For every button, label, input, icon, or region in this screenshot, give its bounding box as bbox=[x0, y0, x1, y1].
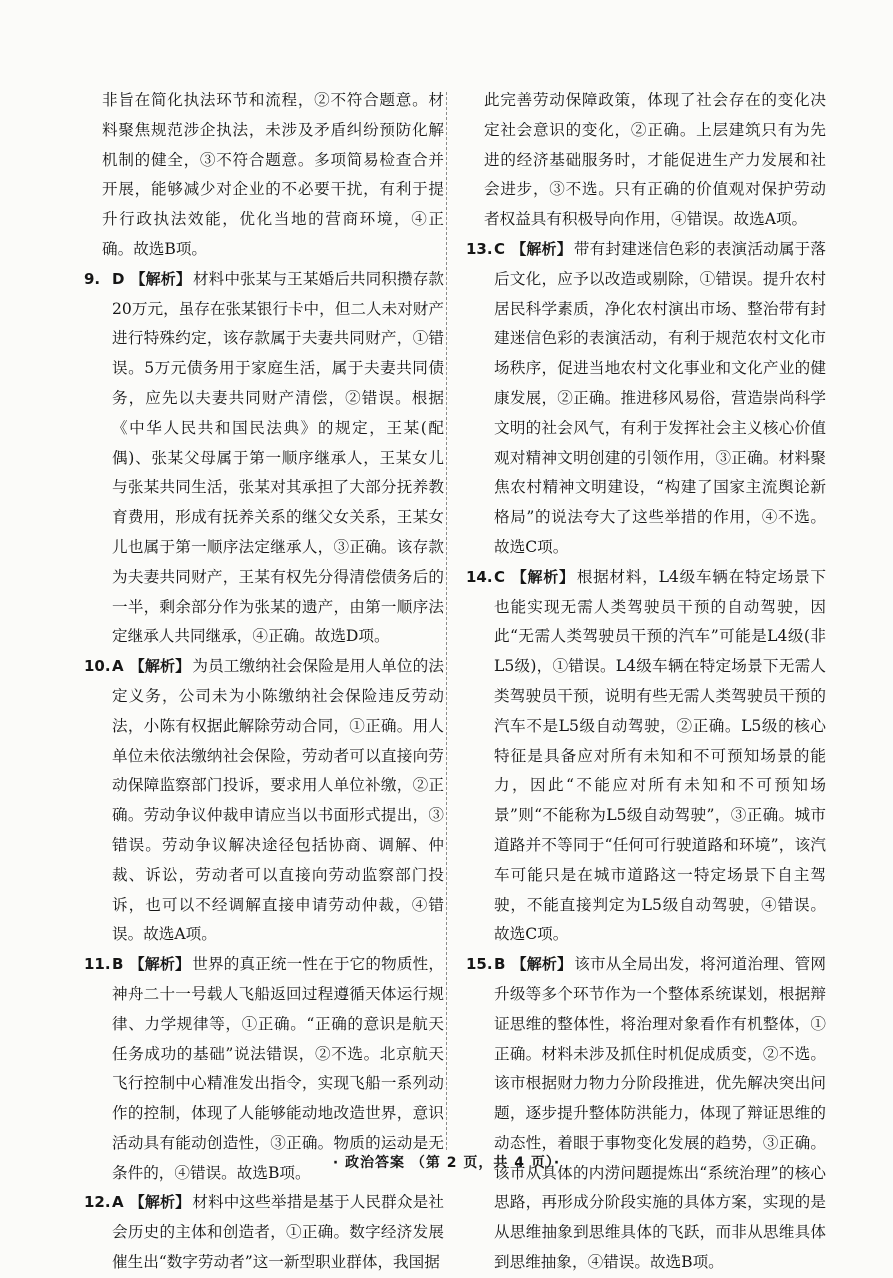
q9-number: 9. bbox=[84, 269, 101, 288]
q9-analysis-tag: 【解析】 bbox=[130, 269, 191, 288]
question-15 bbox=[466, 950, 826, 1278]
q15-text: 该市从全局出发，将河道治理、管网升级等多个环节作为一个整体系统谋划，根据辩证思维的整体性，将治理对象看作有机整体，①正确。材料未涉及抓住时机促成质变，②不选。该市根据财力物力分阶段推进，优先解决突出问题，逐步提升整体防洪能力，体现了辩证思维的动态性，着眼于事物变化发展的趋势，③正确。该市从具体的内涝问题提炼出“系统治理”的核心思路，再形成分阶段实施的具体方案，实现的是从思维抽象到思维具体的飞跃，而非从思维具体到思维抽象，④错误。故选B项。 bbox=[494, 955, 826, 1272]
question-14 bbox=[466, 563, 826, 950]
q14-number: 14. bbox=[466, 567, 493, 586]
q15-analysis-tag: 【解析】 bbox=[511, 955, 573, 974]
question-9 bbox=[84, 265, 444, 652]
q12-cont-text: 此完善劳动保障政策，体现了社会存在的变化决定社会意识的变化，②正确。上层建筑只有为先进的经济基础服务时，才能促进生产力发展和社会进步，③不选。只有正确的价值观对保护劳动者权益具有积极导向作用，④错误。故选A项。 bbox=[484, 91, 826, 229]
q12-text: 材料中这些举措是基于人民群众是社会历史的主体和创造者，①正确。数字经济发展催生出“数字劳动者”这一新型职业群体，我国据 bbox=[112, 1193, 444, 1272]
left-column bbox=[84, 86, 444, 1278]
question-8-continuation bbox=[84, 86, 444, 265]
right-column bbox=[466, 86, 826, 1278]
q12-analysis-tag: 【解析】 bbox=[129, 1193, 191, 1212]
q8-cont-text: 非旨在简化执法环节和流程，②不符合题意。材料聚焦规范涉企执法，未涉及矛盾纠纷预防化解机制的健全，③不符合题意。多项简易检查合并开展，能够减少对企业的不必要干扰，有利于提升行政执法效能，优化当地的营商环境，④正确。故选B项。 bbox=[102, 91, 444, 258]
q15-answer: B bbox=[494, 955, 506, 974]
q11-analysis-tag: 【解析】 bbox=[129, 955, 191, 974]
q9-text: 材料中张某与王某婚后共同积攒存款20万元，虽存在张某银行卡中，但二人未对财产进行特殊约定，该存款属于夫妻共同财产，①错误。5万元债务用于家庭生活，属于夫妻共同债务，应先以夫妻共同财产清偿，②错误。根据《中华人民共和国民法典》的规定，王某(配偶)、张某父母属于第一顺序继承人，王某女儿与张某共同生活，张某对其承担了大部分抚养教育费用，形成有抚养关系的继父女关系，王某女儿也属于第一顺序法定继承人，③正确。该存款为夫妻共同财产，王某有权先分得清偿债务后的一半，剩余部分作为张某的遗产，由第一顺序法定继承人共同继承，④正确。故选D项。 bbox=[112, 269, 444, 646]
q14-text: 根据材料，L4级车辆在特定场景下也能实现无需人类驾驶员干预的自动驾驶，因此“无需人类驾驶员干预的汽车”可能是L4级(非L5级)，①错误。L4级车辆在特定场景下无需人类驾驶员干预，说明有些无需人类驾驶员干预的汽车不是L5级自动驾驶，②正确。L5级的核心特征是具备应对所有未知和不可预知场景的能力，因此“不能应对所有未知和不可预知场景”则“不能称为L5级自动驾驶”，③正确。城市道路并不等同于“任何可行驶道路和环境”，该汽车可能只是在城市道路这一特定场景下自主驾驶，不能直接判定为L5级自动驾驶，④错误。故选C项。 bbox=[494, 567, 826, 944]
q13-analysis-tag: 【解析】 bbox=[511, 239, 572, 258]
q13-number: 13. bbox=[466, 239, 493, 258]
q10-text: 为员工缴纳社会保险是用人单位的法定义务，公司未为小陈缴纳社会保险违反劳动法，小陈有权据此解除劳动合同，①正确。用人单位未依法缴纳社会保险，劳动者可以直接向劳动保障监察部门投诉，要求用人单位补缴，②正确。劳动争议仲裁申请应当以书面形式提出，③错误。劳动争议解决途径包括协商、调解、仲裁、诉讼，劳动者可以直接向劳动监察部门投诉，也可以不经调解直接申请劳动仲裁，④错误。故选A项。 bbox=[112, 657, 444, 944]
q13-answer: C bbox=[494, 239, 506, 258]
question-12-continuation bbox=[466, 86, 826, 235]
question-12 bbox=[84, 1188, 444, 1277]
q12-answer: A bbox=[112, 1193, 124, 1212]
q14-answer: C bbox=[494, 567, 506, 586]
question-13 bbox=[466, 235, 826, 563]
q10-analysis-tag: 【解析】 bbox=[129, 657, 191, 676]
question-10 bbox=[84, 652, 444, 950]
q10-number: 10. bbox=[84, 657, 111, 676]
q12-number: 12. bbox=[84, 1193, 111, 1212]
q9-answer: D bbox=[112, 269, 125, 288]
q11-text: 世界的真正统一性在于它的物质性，神舟二十一号载人飞船返回过程遵循天体运行规律、力学规律等，①正确。“正确的意识是航天任务成功的基础”说法错误，②不选。北京航天飞行控制中心精准发出指令，实现飞船一系列动作的控制，体现了人能够能动地改造世界，意识活动具有能动创造性，③正确。物质的运动是无条件的，④错误。故选B项。 bbox=[112, 955, 444, 1182]
q10-answer: A bbox=[112, 657, 124, 676]
q13-text: 带有封建迷信色彩的表演活动属于落后文化，应予以改造或剔除，①错误。提升农村居民科学素质，净化农村演出市场、整治带有封建迷信色彩的表演活动，有利于规范农村文化市场秩序，促进当地农村文化事业和文化产业的健康发展，②正确。推进移风易俗，营造崇尚科学文明的社会风气，有利于发挥社会主义核心价值观对精神文明创建的引领作用，③正确。材料聚焦农村精神文明建设，“构建了国家主流舆论新格局”的说法夸大了这些举措的作用，④不选。故选C项。 bbox=[494, 239, 826, 556]
q11-number: 11. bbox=[84, 955, 111, 974]
q15-number: 15. bbox=[466, 955, 493, 974]
column-divider bbox=[446, 92, 447, 1150]
q14-analysis-tag: 【解析】 bbox=[511, 567, 575, 586]
page-footer: · 政治答案 （第 2 页，共 4 页）· bbox=[332, 1155, 561, 1171]
q11-answer: B bbox=[112, 955, 124, 974]
